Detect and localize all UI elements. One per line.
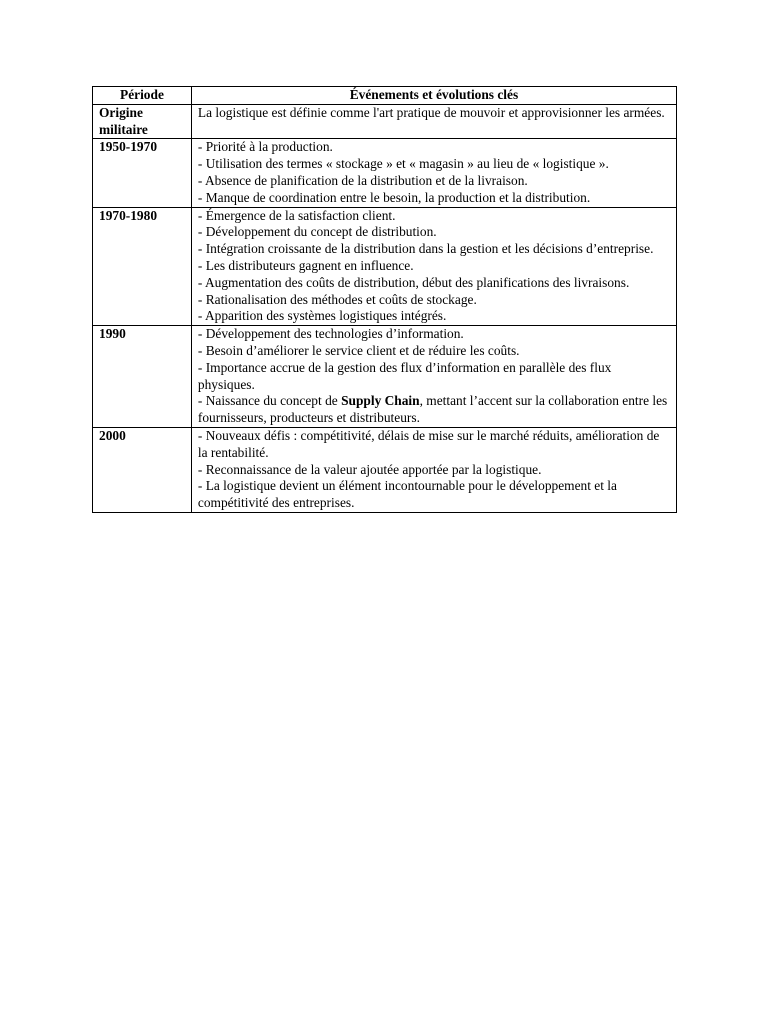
event-line: - Développement du concept de distribution. xyxy=(197,224,437,240)
event-line: - Émergence de la satisfaction client. xyxy=(197,207,396,223)
supply-chain-term: Supply Chain xyxy=(341,393,420,409)
event-line: - Apparition des systèmes logistiques intégrés. xyxy=(197,308,447,324)
event-line: - Nouveaux défis : compétitivité, délais de mise sur le marché réduits, amélioration de la rentabilité. xyxy=(197,427,660,460)
event-line: - Intégration croissante de la distribution dans la gestion et les décisions d’entreprise. xyxy=(197,241,654,257)
event-line: - Utilisation des termes « stockage » et « magasin » au lieu de « logistique ». xyxy=(197,156,609,172)
events-cell xyxy=(191,139,676,207)
header-period: Période xyxy=(93,87,192,105)
event-line: - Les distributeurs gagnent en influence. xyxy=(197,257,414,273)
event-line: - Développement des technologies d’information. xyxy=(197,326,464,342)
table-row xyxy=(93,427,677,512)
event-line: - La logistique devient un élément incontournable pour le développement et la compétitivité des entreprises. xyxy=(197,478,617,511)
supply-chain-prefix: - Naissance du concept de xyxy=(197,393,342,409)
event-line: - Absence de planification de la distribution et de la livraison. xyxy=(197,172,528,188)
table-header-row xyxy=(93,87,677,105)
table-row xyxy=(93,326,677,428)
table-row xyxy=(93,104,677,139)
table-row xyxy=(93,207,677,326)
event-line: La logistique est définie comme l'art pratique de mouvoir et approvisionner les armées. xyxy=(197,104,665,120)
table-row xyxy=(93,139,677,207)
event-line: - Importance accrue de la gestion des flux d’information en parallèle des flux physiques. xyxy=(197,359,612,392)
event-line: - Rationalisation des méthodes et coûts de stockage. xyxy=(197,291,477,307)
event-line: - Reconnaissance de la valeur ajoutée apportée par la logistique. xyxy=(197,461,542,477)
events-cell xyxy=(191,207,676,326)
event-line: - Augmentation des coûts de distribution, début des planifications des livraisons. xyxy=(197,274,630,290)
period-cell: 1990 xyxy=(93,326,192,428)
logistics-history-table xyxy=(92,86,677,513)
header-events: Événements et évolutions clés xyxy=(191,87,676,105)
period-cell: 1970-1980 xyxy=(93,207,192,326)
event-line-supply-chain xyxy=(198,393,670,427)
period-cell: 1950-1970 xyxy=(93,139,192,207)
period-cell: Origine militaire xyxy=(93,104,192,139)
supply-chain-suffix: , mettant l’accent sur la collaboration entre les fournisseurs, producteurs et distributeurs. xyxy=(197,393,668,426)
event-line: - Priorité à la production. xyxy=(197,139,333,155)
events-cell xyxy=(191,427,676,512)
event-line: - Besoin d’améliorer le service client et de réduire les coûts. xyxy=(197,342,520,358)
events-cell xyxy=(191,326,676,428)
period-cell: 2000 xyxy=(93,427,192,512)
event-line: - Manque de coordination entre le besoin, la production et la distribution. xyxy=(197,189,591,205)
events-cell xyxy=(191,104,676,139)
